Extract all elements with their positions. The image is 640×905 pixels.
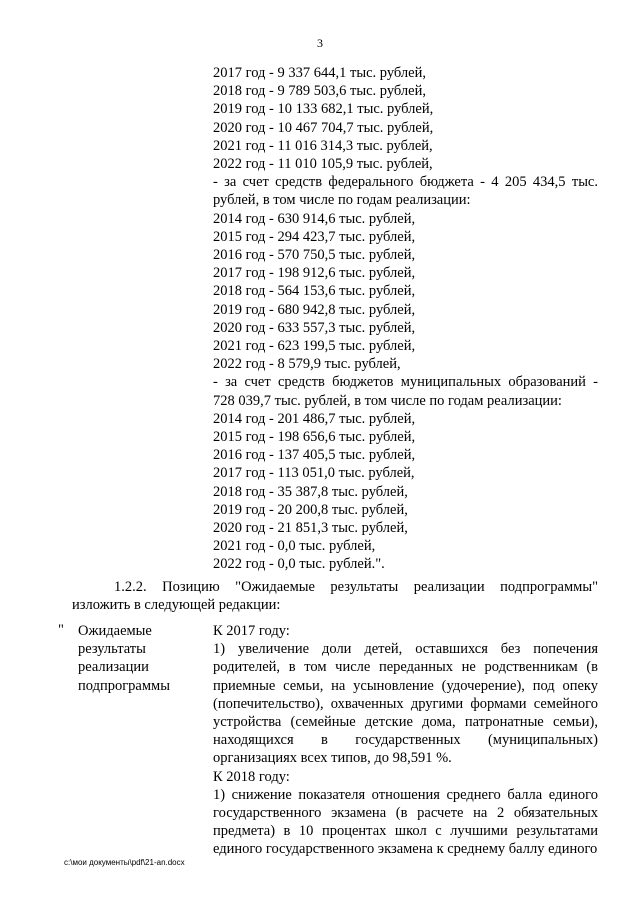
section-paragraph-text: 1.2.2. Позицию "Ожидаемые результаты реализации подпрограммы" изложить в следующей редакции:	[72, 579, 598, 614]
municipal-line: 2018 год - 35 387,8 тыс. рублей,	[213, 483, 408, 500]
federal-line: 2019 год - 680 942,8 тыс. рублей,	[213, 301, 416, 318]
municipal-line: 2021 год - 0,0 тыс. рублей,	[213, 538, 376, 555]
municipal-line: 2015 год - 198 656,6 тыс. рублей,	[213, 429, 416, 446]
municipal-line: 2019 год - 20 200,8 тыс. рублей,	[213, 501, 408, 518]
federal-line: 2022 год - 8 579,9 тыс. рублей,	[213, 356, 401, 373]
section-paragraph	[72, 578, 598, 614]
funding-line-2017: 2017 год - 9 337 644,1 тыс. рублей,	[213, 65, 426, 81]
municipal-line: 2014 год - 201 486,7 тыс. рублей,	[213, 410, 416, 427]
funding-line-2019: 2019 год - 10 133 682,1 тыс. рублей,	[213, 101, 434, 118]
federal-line: 2014 год - 630 914,6 тыс. рублей,	[213, 210, 416, 227]
municipal-line: 2020 год - 21 851,3 тыс. рублей,	[213, 520, 408, 537]
federal-line: 2020 год - 633 557,3 тыс. рублей,	[213, 319, 416, 336]
federal-line: 2021 год - 623 199,5 тыс. рублей,	[213, 338, 416, 355]
item-2018: 1) снижение показателя отношения среднего балла единого государственного экзамена (в расчете на 2 обязательных предмета) в 10 процентах школ с лучшими результатами единого государственного экзамена к среднему баллу единого	[213, 786, 598, 858]
opening-quote: "	[58, 622, 64, 638]
municipal-line: 2022 год - 0,0 тыс. рублей.".	[213, 556, 385, 573]
municipal-line: 2017 год - 113 051,0 тыс. рублей,	[213, 465, 415, 482]
funding-block	[213, 64, 598, 574]
table-left-label: Ожидаемые результаты реализации подпрограммы	[78, 623, 170, 694]
year-2017-heading: К 2017 году:	[213, 623, 290, 639]
footer-file-path: c:\мои документы\pdf\21-an.docx	[64, 858, 185, 867]
table-right-content	[213, 622, 598, 859]
item-2017: 1) увеличение доли детей, оставшихся без попечения родителей, в том числе переданных не родственникам (в приемные семьи, на усыновление (удочерение), под опеку (попечительство), охваченных другими формами семейного устройства (семейные детские дома, патронатные семьи), находящихся в государственных (муниципальных) организациях всех типов, до 98,591 %.	[213, 641, 598, 767]
municipal-line: 2016 год - 137 405,5 тыс. рублей,	[213, 447, 416, 464]
federal-line: 2016 год - 570 750,5 тыс. рублей,	[213, 247, 416, 264]
funding-line-2018: 2018 год - 9 789 503,6 тыс. рублей,	[213, 83, 426, 100]
funding-line-2021: 2021 год - 11 016 314,3 тыс. рублей,	[213, 137, 433, 154]
federal-line: 2015 год - 294 423,7 тыс. рублей,	[213, 228, 416, 245]
federal-intro: - за счет средств федерального бюджета - 4 205 434,5 тыс. рублей, в том числе по годам реализации:	[213, 174, 598, 209]
funding-line-2020: 2020 год - 10 467 704,7 тыс. рублей,	[213, 119, 434, 136]
funding-line-2022: 2022 год - 11 010 105,9 тыс. рублей,	[213, 156, 433, 173]
year-2018-heading: К 2018 году:	[213, 768, 290, 785]
federal-line: 2017 год - 198 912,6 тыс. рублей,	[213, 265, 416, 282]
federal-line: 2018 год - 564 153,6 тыс. рублей,	[213, 283, 416, 300]
page-number: 3	[317, 36, 323, 50]
municipal-intro: - за счет средств бюджетов муниципальных образований - 728 039,7 тыс. рублей, в том числе по годам реализации:	[213, 374, 598, 409]
